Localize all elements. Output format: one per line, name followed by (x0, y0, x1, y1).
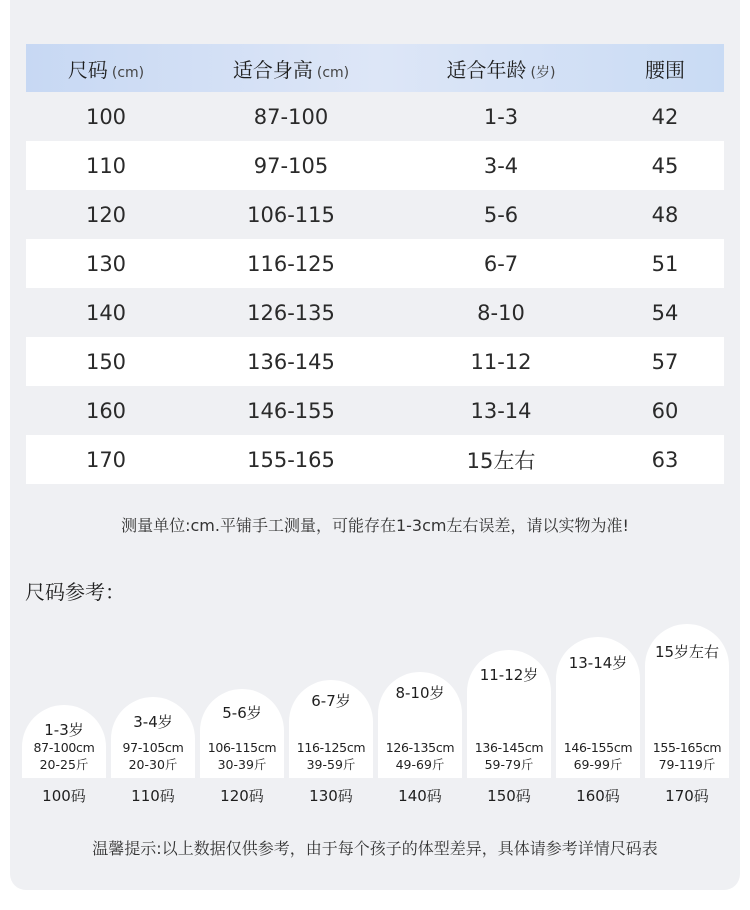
table-row (26, 386, 724, 435)
card-weight: 30-39斤 (217, 757, 267, 772)
table-row (26, 288, 724, 337)
cell-size: 140 (85, 300, 127, 325)
card-weight: 69-99斤 (573, 757, 623, 772)
table-body (26, 92, 724, 484)
card-size-label: 100码 (42, 787, 86, 805)
card-weight: 39-59斤 (306, 757, 356, 772)
card-height: 155-165cm (652, 740, 722, 755)
cell-age: 8-10 (477, 300, 525, 325)
cell-size: 160 (85, 398, 127, 423)
section-title: 尺码参考： (25, 580, 125, 604)
card-size-label: 110码 (131, 787, 175, 805)
cell-height: 136-145 (247, 349, 335, 374)
cell-waist: 54 (651, 300, 679, 325)
header-waist: 腰围 (645, 57, 685, 82)
size-card (289, 680, 373, 778)
header-age: 适合年龄 (岁) (446, 57, 556, 82)
table-row (26, 239, 724, 288)
size-card (645, 624, 729, 778)
cell-waist: 48 (651, 202, 679, 227)
header-size: 尺码 (cm) (67, 57, 145, 82)
cell-age: 13-14 (470, 398, 532, 423)
table-row (26, 141, 724, 190)
cell-height: 155-165 (247, 447, 335, 472)
cell-size: 150 (85, 349, 127, 374)
card-size-label: 160码 (576, 787, 620, 805)
card-size-label: 130码 (309, 787, 353, 805)
cell-age: 5-6 (483, 202, 519, 227)
card-size-label: 140码 (398, 787, 442, 805)
cell-size: 100 (85, 104, 127, 129)
card-size-label: 150码 (487, 787, 531, 805)
card-size-label: 170码 (665, 787, 709, 805)
card-height: 136-145cm (474, 740, 544, 755)
card-age: 3-4岁 (133, 713, 173, 731)
cell-age: 3-4 (483, 153, 519, 178)
size-card (556, 637, 640, 778)
table-row (26, 435, 724, 484)
header-height: 适合身高 (cm) (232, 57, 350, 82)
card-size-label: 120码 (220, 787, 264, 805)
cell-waist: 63 (651, 447, 679, 472)
card-age: 1-3岁 (44, 721, 84, 739)
cell-age: 6-7 (483, 251, 519, 276)
size-card (378, 672, 462, 778)
cell-waist: 60 (651, 398, 679, 423)
card-height: 126-135cm (385, 740, 455, 755)
table-row (26, 92, 724, 141)
card-weight: 20-30斤 (128, 757, 178, 772)
card-weight: 49-69斤 (395, 757, 445, 772)
cell-age: 15左右 (466, 448, 536, 473)
card-age: 11-12岁 (479, 666, 539, 684)
cell-height: 87-100 (253, 104, 329, 129)
cell-size: 110 (85, 153, 127, 178)
table-header (26, 44, 724, 92)
cell-size: 130 (85, 251, 127, 276)
card-age: 15岁左右 (654, 643, 720, 661)
card-height: 146-155cm (563, 740, 633, 755)
cell-size: 120 (85, 202, 127, 227)
cell-height: 116-125 (247, 251, 335, 276)
cell-waist: 57 (651, 349, 679, 374)
cell-height: 146-155 (247, 398, 335, 423)
size-table (26, 44, 724, 484)
card-weight: 59-79斤 (484, 757, 534, 772)
card-weight: 20-25斤 (39, 757, 89, 772)
cell-age: 1-3 (483, 104, 519, 129)
table-row (26, 337, 724, 386)
card-height: 106-115cm (207, 740, 277, 755)
size-card (22, 705, 106, 778)
cell-waist: 51 (651, 251, 679, 276)
size-card (200, 689, 284, 778)
card-height: 116-125cm (296, 740, 366, 755)
measurement-note: 测量单位:cm.平铺手工测量，可能存在1-3cm左右误差，请以实物为准! (121, 516, 629, 535)
size-labels (22, 785, 730, 809)
card-age: 13-14岁 (568, 654, 628, 672)
table-row (26, 190, 724, 239)
cell-height: 97-105 (253, 153, 329, 178)
card-age: 5-6岁 (222, 704, 262, 722)
card-height: 87-100cm (33, 740, 95, 755)
cell-waist: 42 (651, 104, 679, 129)
cell-size: 170 (85, 447, 127, 472)
card-age: 6-7岁 (311, 692, 351, 710)
cell-height: 106-115 (247, 202, 335, 227)
card-weight: 79-119斤 (658, 757, 716, 772)
card-age: 8-10岁 (395, 684, 445, 702)
size-card (111, 697, 195, 778)
cell-height: 126-135 (247, 300, 335, 325)
cell-age: 11-12 (470, 349, 532, 374)
size-reference-cards (22, 620, 730, 778)
warm-tip: 温馨提示:以上数据仅供参考，由于每个孩子的体型差异，具体请参考详情尺码表 (92, 839, 658, 858)
card-height: 97-105cm (122, 740, 184, 755)
cell-waist: 45 (651, 153, 679, 178)
size-card (467, 650, 551, 778)
